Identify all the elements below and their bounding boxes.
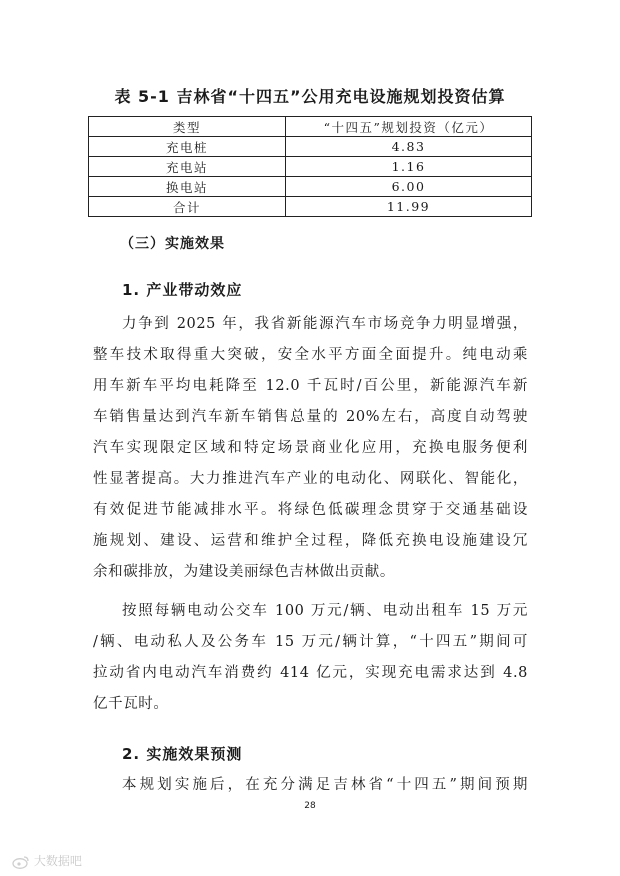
watermark-text: 大数据吧 <box>33 854 82 868</box>
watermark <box>12 852 82 869</box>
header-cell-investment: “十四五”规划投资（亿元） <box>286 117 532 137</box>
text-line: 汽车实现限定区域和特定场景商业化应用，充换电服务便利 <box>93 440 528 456</box>
text-line: 用车新车平均电耗降至 12.0 千瓦时/百公里，新能源汽车新 <box>93 378 528 394</box>
table-cell: 4.83 <box>286 137 532 157</box>
table-caption: 表 5-1 吉林省“十四五”公用充电设施规划投资估算 <box>114 87 506 106</box>
investment-table <box>88 116 532 217</box>
table-cell: 1.16 <box>286 157 532 177</box>
table-cell: 充电站 <box>89 157 286 177</box>
table-cell: 11.99 <box>286 197 532 217</box>
table-cell: 合计 <box>89 197 286 217</box>
table-row <box>89 157 532 177</box>
header-cell-type: 类型 <box>89 117 286 137</box>
text-line: 施规划、建设、运营和维护全过程，降低充换电设施建设冗 <box>93 533 528 549</box>
paragraph <box>93 309 528 588</box>
subsection-heading: 1. 产业带动效应 <box>122 281 243 299</box>
section-heading: （三）实施效果 <box>120 236 225 252</box>
text-line: 性显著提高。大力推进汽车产业的电动化、网联化、智能化， <box>93 471 528 487</box>
page-number: 28 <box>304 801 316 811</box>
text-line: 车销售量达到汽车新车销售总量的 20%左右，高度自动驾驶 <box>93 409 528 425</box>
text-line: 亿千瓦时。 <box>93 696 169 712</box>
weibo-logo-icon <box>12 855 30 869</box>
table-header-row <box>89 117 532 137</box>
text-line: 有效促进节能减排水平。将绿色低碳理念贯穿于交通基础设 <box>93 502 528 518</box>
text-line: 力争到 2025 年，我省新能源汽车市场竞争力明显增强， <box>122 316 528 332</box>
text-line: 拉动省内电动汽车消费约 414 亿元，实现充电需求达到 4.8 <box>93 665 528 681</box>
text-line: 整车技术取得重大突破，安全水平方面全面提升。纯电动乘 <box>93 347 528 363</box>
table-cell: 充电桩 <box>89 137 286 157</box>
paragraph <box>93 770 528 801</box>
table-row <box>89 177 532 197</box>
text-line: 按照每辆电动公交车 100 万元/辆、电动出租车 15 万元 <box>122 603 528 619</box>
text-line: /辆、电动私人及公务车 15 万元/辆计算，“十四五”期间可 <box>93 634 528 650</box>
text-line: 本规划实施后，在充分满足吉林省“十四五”期间预期 <box>122 777 528 793</box>
table-row <box>89 137 532 157</box>
paragraph <box>93 596 528 720</box>
subsection-heading: 2. 实施效果预测 <box>122 745 243 763</box>
table-cell: 6.00 <box>286 177 532 197</box>
text-line: 余和碳排放，为建设美丽绿色吉林做出贡献。 <box>93 564 395 580</box>
table-cell: 换电站 <box>89 177 286 197</box>
table-row <box>89 197 532 217</box>
